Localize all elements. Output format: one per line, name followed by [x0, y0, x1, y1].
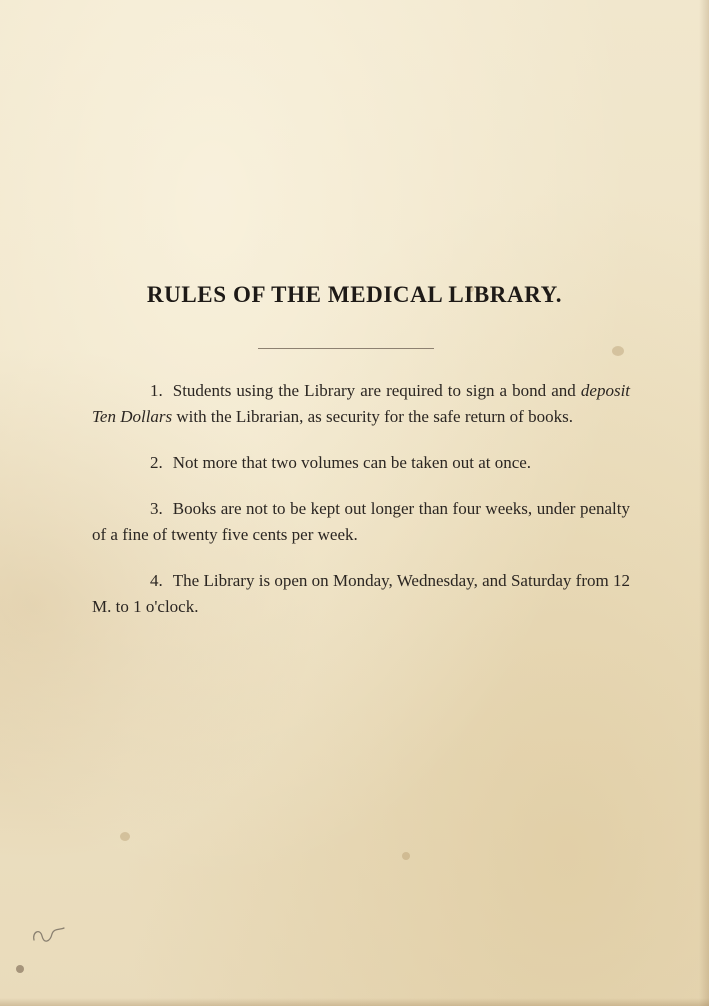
rule-text: Not more that two volumes can be taken out at once.: [172, 453, 532, 472]
rule-item-2: [92, 450, 630, 476]
paper-edge-shadow-bottom: [0, 998, 709, 1006]
rule-number: 4.: [150, 571, 163, 590]
pencil-mark-icon: [28, 922, 68, 950]
rule-text: with the Librarian, as security for the safe return of books.: [176, 407, 573, 426]
rule-emphasis: deposit Ten Dollars: [92, 381, 631, 426]
foxing-spot: [612, 346, 624, 356]
rule-text: Books are not to be kept out longer than four weeks, under penalty of a fine of twenty five cents per week.: [92, 499, 630, 544]
foxing-spot: [120, 832, 130, 841]
foxing-spot: [16, 965, 24, 973]
rule-text: Students using the Library are required to sign a bond and: [172, 381, 576, 400]
foxing-spot: [402, 852, 410, 860]
document-title: RULES OF THE MEDICAL LIBRARY.: [146, 282, 563, 307]
rule-number: 2.: [150, 453, 163, 472]
title-divider: [258, 348, 434, 349]
rule-item-1: [92, 378, 630, 430]
rule-item-3: [92, 496, 630, 548]
paper-edge-shadow: [699, 0, 709, 1006]
rule-number: 1.: [150, 381, 163, 400]
rule-number: 3.: [150, 499, 163, 518]
rule-item-4: [92, 568, 630, 620]
rules-list: [92, 378, 630, 640]
rule-text: The Library is open on Monday, Wednesday, and Saturday from 12 M. to 1 o'clock.: [92, 571, 630, 616]
